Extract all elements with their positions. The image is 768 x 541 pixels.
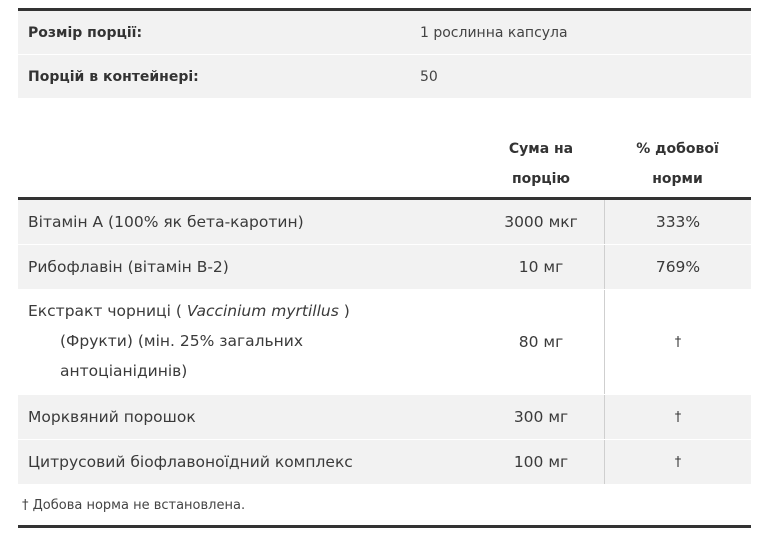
servings-per-container-value: 50	[420, 68, 438, 85]
nutrient-amount: 3000 мкг	[478, 200, 605, 244]
header-daily-value	[604, 131, 751, 197]
nutrient-name-suffix: )	[343, 302, 350, 320]
nutrient-daily-value: 769%	[655, 258, 701, 276]
servings-per-container-label: Порцій в контейнері:	[28, 68, 199, 85]
serving-size-row	[18, 11, 751, 55]
nutrient-table-header	[18, 131, 751, 200]
table-row	[18, 290, 751, 395]
table-row	[18, 200, 751, 245]
nutrient-name-prefix: Екстракт чорниці (	[28, 302, 182, 320]
table-row	[18, 440, 751, 485]
header-amount-line2: порцію	[511, 171, 571, 187]
nutrient-daily-value: †	[674, 334, 682, 350]
footnote: † Добова норма не встановлена.	[18, 485, 751, 528]
nutrient-name-latin: Vaccinium myrtillus	[186, 302, 339, 320]
table-row	[18, 245, 751, 290]
nutrient-name: Цитрусовий біофлавоноїдний комплекс	[28, 453, 353, 471]
header-amount-line1: Сума на	[508, 141, 574, 157]
nutrient-daily-value: †	[674, 409, 682, 425]
header-dv-line2: норми	[652, 171, 703, 187]
nutrient-name-line2: (Фрукти) (мін. 25% загальних	[60, 332, 304, 350]
serving-info-table	[18, 8, 751, 99]
nutrient-name: Рибофлавін (вітамін B-2)	[28, 258, 229, 276]
serving-size-value: 1 рослинна капсула	[420, 24, 568, 41]
nutrient-name: Морквяний порошок	[28, 408, 196, 426]
supplement-facts	[18, 0, 751, 528]
nutrient-name	[18, 290, 478, 394]
nutrient-daily-value: †	[674, 454, 682, 470]
nutrient-table	[18, 131, 751, 528]
servings-per-container-row	[18, 55, 751, 99]
nutrient-amount: 80 мг	[478, 290, 605, 394]
header-dv-line1: % добової	[636, 141, 719, 157]
header-amount	[478, 131, 604, 197]
nutrient-daily-value: 333%	[655, 213, 701, 231]
serving-size-label: Розмір порції:	[28, 24, 143, 41]
nutrient-amount: 300 мг	[478, 395, 605, 439]
nutrient-name-line3: антоціанідинів)	[60, 362, 188, 380]
nutrient-amount: 10 мг	[478, 245, 605, 289]
table-row	[18, 395, 751, 440]
nutrient-name: Вітамін А (100% як бета-каротин)	[28, 213, 304, 231]
header-spacer	[18, 131, 478, 197]
nutrient-amount: 100 мг	[478, 440, 605, 484]
